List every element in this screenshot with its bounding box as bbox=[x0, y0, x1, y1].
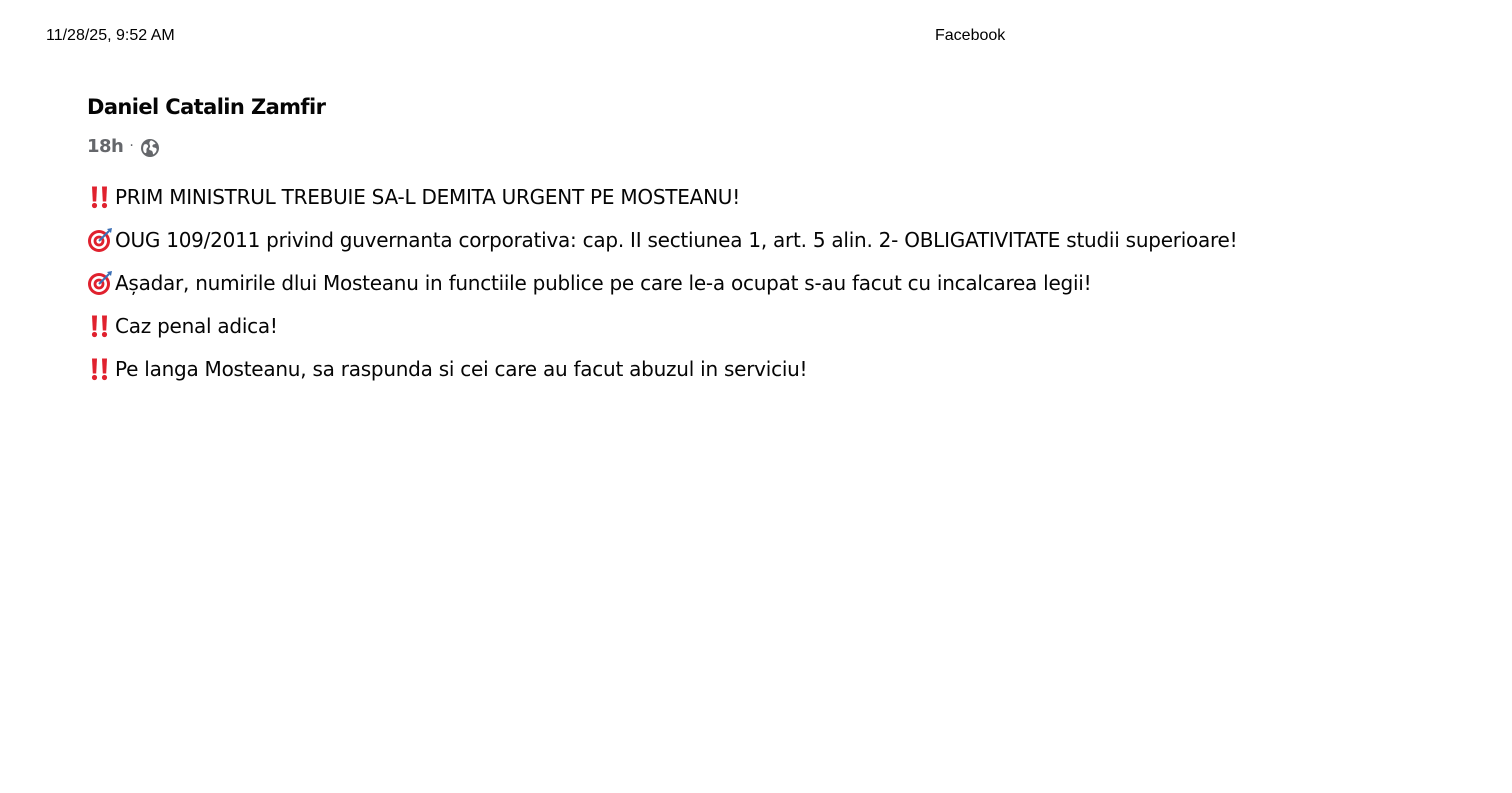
print-site-title: Facebook bbox=[935, 27, 1006, 44]
post-author-name[interactable]: Daniel Catalin Zamfir bbox=[87, 95, 326, 119]
post-timestamp[interactable]: 18h bbox=[87, 135, 124, 157]
post-body bbox=[87, 183, 1467, 383]
facebook-post bbox=[87, 92, 1467, 398]
post-line-text: Caz penal adica! bbox=[115, 314, 278, 338]
direct-hit-target-icon bbox=[87, 270, 113, 296]
double-exclamation-icon bbox=[87, 184, 113, 210]
post-line-text: OUG 109/2011 privind guvernanta corporativa: cap. II sectiunea 1, art. 5 alin. 2- OBLIGATIVITATE studii superioare! bbox=[115, 228, 1238, 252]
post-meta bbox=[87, 134, 1467, 158]
globe-icon[interactable] bbox=[140, 138, 160, 158]
post-line-text: PRIM MINISTRUL TREBUIE SA-L DEMITA URGENT PE MOSTEANU! bbox=[115, 185, 740, 209]
post-line bbox=[87, 226, 1467, 254]
post-line bbox=[87, 355, 1467, 383]
post-line bbox=[87, 312, 1467, 340]
print-datetime: 11/28/25, 9:52 AM bbox=[46, 27, 175, 44]
post-line bbox=[87, 183, 1467, 211]
direct-hit-target-icon bbox=[87, 227, 113, 253]
double-exclamation-icon bbox=[87, 356, 113, 382]
print-header bbox=[0, 26, 1512, 46]
meta-separator: · bbox=[129, 138, 134, 154]
post-line-text: Pe langa Mosteanu, sa raspunda si cei care au facut abuzul in serviciu! bbox=[115, 357, 808, 381]
post-line bbox=[87, 269, 1467, 297]
double-exclamation-icon bbox=[87, 313, 113, 339]
post-line-text: Așadar, numirile dlui Mosteanu in functiile publice pe care le-a ocupat s-au facut cu incalcarea legii! bbox=[115, 271, 1092, 295]
